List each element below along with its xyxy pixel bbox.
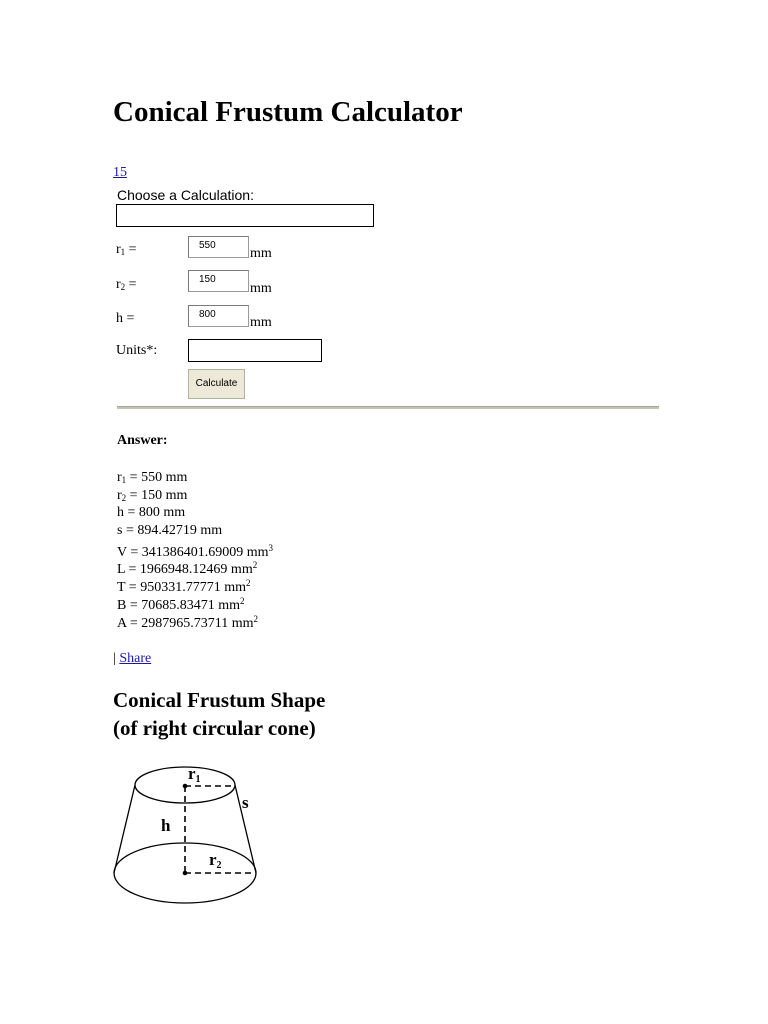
answer-top-area: T = 950331.77771 $mm^2$ (117, 578, 251, 595)
shape-title-line1: Conical Frustum Shape (113, 688, 326, 712)
units-select[interactable] (188, 339, 322, 362)
answer-volume: V = 341386401.69009 $mm^3$ (117, 543, 274, 560)
choose-calculation-label: Choose a Calculation: (117, 187, 254, 203)
calculation-select[interactable] (116, 204, 374, 227)
h-diagram-label: h (161, 816, 171, 835)
h-unit: mm (250, 315, 272, 330)
frustum-left-side (114, 785, 135, 873)
h-label: h = (116, 311, 135, 326)
answer-h: h = 800 mm (117, 505, 186, 520)
share-row (113, 650, 151, 668)
units-label: Units*: (116, 343, 158, 358)
base-center-dot (183, 871, 188, 876)
answer-lateral-area: L = 1966948.12469 $mm^2$ (117, 560, 258, 577)
shape-title-line2: (of right circular cone) (113, 716, 316, 740)
r1-unit: mm (250, 246, 272, 261)
r1-input[interactable]: 550 (188, 236, 249, 258)
shape-title (113, 686, 325, 742)
answer-heading: Answer: (117, 433, 168, 448)
frustum-diagram (105, 755, 275, 905)
s-diagram-label: s (242, 793, 249, 812)
top-center-dot (183, 784, 188, 789)
answer-total-area: A = 2987965.73711 $mm^2$ (117, 614, 258, 631)
r2-unit: mm (250, 281, 272, 296)
h-input[interactable]: 800 (188, 305, 249, 327)
divider (117, 406, 659, 409)
share-separator: | (113, 651, 120, 666)
share-link[interactable]: Share (119, 651, 152, 666)
r1-diagram-label: r1 (188, 764, 201, 785)
count-link[interactable]: 15 (113, 165, 127, 180)
answer-base-area: B = 70685.83471 $mm^2$ (117, 596, 245, 613)
answer-s: s = 894.42719 mm (117, 523, 223, 538)
calculate-button[interactable]: Calculate (188, 369, 245, 399)
r2-diagram-label: r2 (209, 850, 222, 871)
answer-r2: $r_2 = 150$ mm (117, 488, 188, 503)
r2-input[interactable]: 150 (188, 270, 249, 292)
page-title: Conical Frustum Calculator (113, 96, 463, 128)
answer-r1: $r_1 = 550$ mm (117, 470, 188, 485)
r1-label: $r_1$ = (116, 242, 137, 257)
r2-label: $r_2$ = (116, 277, 137, 292)
